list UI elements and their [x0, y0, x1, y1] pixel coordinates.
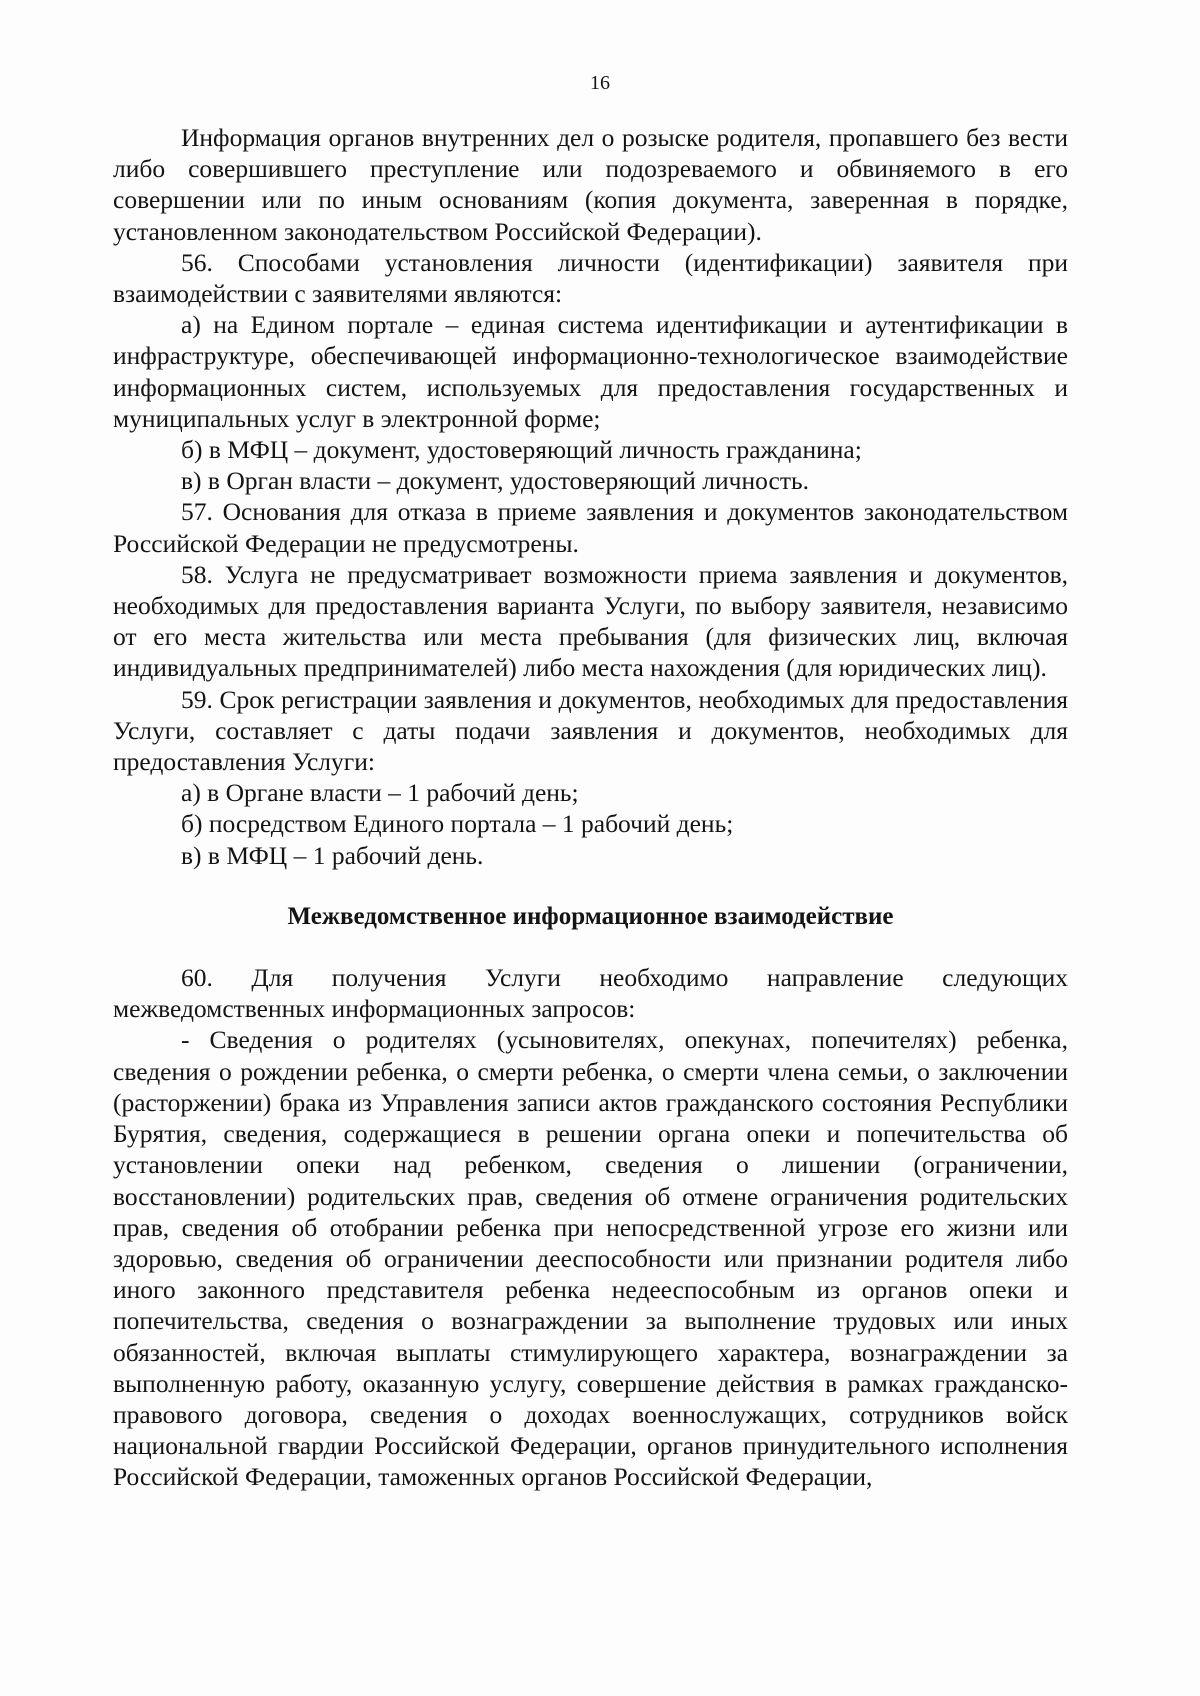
paragraph-60: 60. Для получения Услуги необходимо направление следующих межведомственных информационных запросов:	[113, 963, 1068, 1024]
paragraph-60-list-item: - Сведения о родителях (усыновителях, опекунах, попечителях) ребенка, сведения о рождении ребенка, о смерти ребенка, о смерти члена семьи, о заключении (расторжении) брака из Управления записи актов гражданского состояния Республики Бурятия, сведения, содержащиеся в решении органа опеки и попечительства об установлении опеки над ребенком, сведения о лишении (ограничении, восстановлении) родительских прав, сведения об отмене ограничения родительских прав, сведения об отобрании ребенка при непосредственной угрозе его жизни или здоровью, сведения об ограничении дееспособности или признании родителя либо иного законного представителя ребенка недееспособным из органов опеки и попечительства, сведения о вознаграждении за выполнение трудовых или иных обязанностей, включая выплаты стимулирующего характера, вознаграждении за выполненную работу, оказанную услугу, совершение действия в рамках гражданско-правового договора, сведения о доходах военнослужащих, сотрудников войск национальной гвардии Российской Федерации, органов принудительного исполнения Российской Федерации, таможенных органов Российской Федерации,	[113, 1025, 1068, 1492]
paragraph-police-information: Информация органов внутренних дел о розыске родителя, пропавшего без вести либо совершившего преступление или подозреваемого и обвиняемого в его совершении или по иным основаниям (копия документа, заверенная в порядке, установленном законодательством Российской Федерации).	[113, 123, 1068, 246]
paragraph-57: 57. Основания для отказа в приеме заявления и документов законодательством Российской Федерации не предусмотрены.	[113, 497, 1068, 558]
paragraph-56-b: б) в МФЦ – документ, удостоверяющий личность гражданина;	[181, 435, 862, 465]
section-heading: Межведомственное информационное взаимодействие	[287, 902, 894, 930]
document-body	[113, 122, 1068, 1493]
paragraph-59: 59. Срок регистрации заявления и документов, необходимых для предоставления Услуги, составляет с даты подачи заявления и документов, необходимых для предоставления Услуги:	[113, 684, 1068, 777]
paragraph-56-v: в) в Орган власти – документ, удостоверяющий личность.	[181, 466, 809, 496]
page-number: 16	[590, 72, 610, 94]
paragraph-59-b: б) посредством Единого портала – 1 рабочий день;	[181, 809, 734, 839]
paragraph-56-a: а) на Едином портале – единая система идентификации и аутентификации в инфраструктуре, обеспечивающей информационно-технологическое взаимодействие информационных систем, используемых для предоставления государственных и муниципальных услуг в электронной форме;	[113, 310, 1068, 433]
paragraph-56: 56. Способами установления личности (идентификации) заявителя при взаимодействии с заявителями являются:	[113, 247, 1068, 309]
paragraph-58: 58. Услуга не предусматривает возможности приема заявления и документов, необходимых для предоставления варианта Услуги, по выбору заявителя, независимо от его места жительства или места пребывания (для физических лиц, включая индивидуальных предпринимателей) либо места нахождения (для юридических лиц).	[113, 559, 1068, 683]
paragraph-59-a: а) в Органе власти – 1 рабочий день;	[181, 778, 579, 808]
paragraph-59-v: в) в МФЦ – 1 рабочий день.	[181, 840, 484, 870]
